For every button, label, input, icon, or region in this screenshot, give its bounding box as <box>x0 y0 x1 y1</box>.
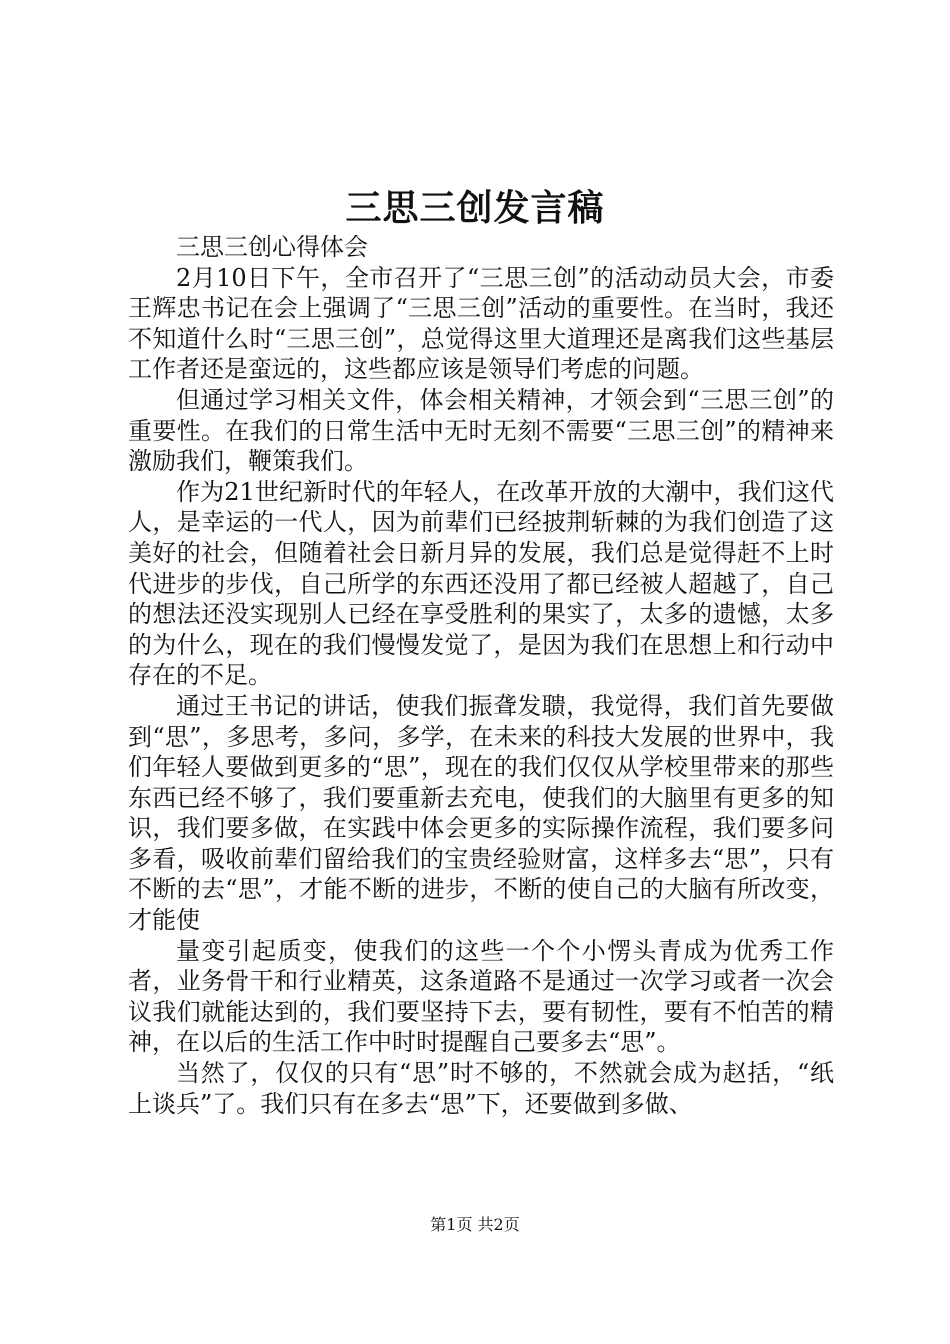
paragraph: 通过王书记的讲话，使我们振聋发聩，我觉得，我们首先要做到“思”，多思考，多问，多学，在未来的科技大发展的世界中，我们年轻人要做到更多的“思”，现在的我们仅仅从学校里带来的那些东西已经不够了，我们要重新去充电，使我们的大脑里有更多的知识，我们要多做，在实践中体会更多的实际操作流程，我们要多问多看，吸收前辈们留给我们的宝贵经验财富，这样多去“思”，只有不断的去“思”，才能不断的进步，不断的使自己的大脑有所改变，才能使 <box>128 691 834 935</box>
document-body <box>128 232 834 1119</box>
paragraph: 当然了，仅仅的只有“思”时不够的，不然就会成为赵括，“纸上谈兵”了。我们只有在多去“思”下，还要做到多做、 <box>128 1059 834 1118</box>
paragraph: 作为21世纪新时代的年轻人，在改革开放的大潮中，我们这代人，是幸运的一代人，因为前辈们已经披荆斩棘的为我们创造了这美好的社会，但随着社会日新月异的发展，我们总是觉得赶不上时代进步的步伐，自己所学的东西还没用了都已经被人超越了，自己的想法还没实现别人已经在享受胜利的果实了，太多的遗憾，太多的为什么，现在的我们慢慢发觉了，是因为我们在思想上和行动中存在的不足。 <box>128 477 834 690</box>
document-title: 三思三创发言稿 <box>345 187 605 229</box>
paragraph: 量变引起质变，使我们的这些一个个小愣头青成为优秀工作者，业务骨干和行业精英，这条道路不是通过一次学习或者一次会议我们就能达到的，我们要坚持下去，要有韧性，要有不怕苦的精神，在以后的生活工作中时时提醒自己要多去“思”。 <box>128 936 834 1057</box>
paragraph-subtitle: 三思三创心得体会 <box>176 233 368 261</box>
paragraph: 但通过学习相关文件，体会相关精神，才领会到“三思三创”的重要性。在我们的日常生活中无时无刻不需要“三思三创”的精神来激励我们，鞭策我们。 <box>128 385 834 476</box>
paragraph: 2月10日下午，全市召开了“三思三创”的活动动员大会，市委王辉忠书记在会上强调了“三思三创”活动的重要性。在当时，我还不知道什么时“三思三创”，总觉得这里大道理还是离我们这些基层工作者还是蛮远的，这些都应该是领导们考虑的问题。 <box>128 263 834 384</box>
page-number-footer: 第1页 共2页 <box>430 1215 520 1234</box>
